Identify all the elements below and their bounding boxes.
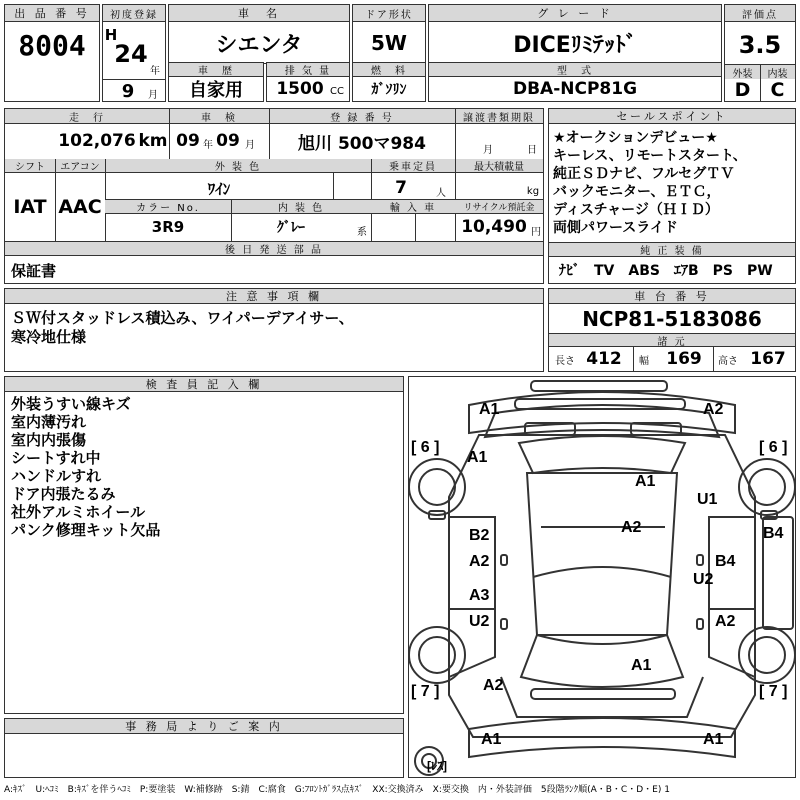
- int-score-value: C: [770, 79, 785, 101]
- door-label: ドア形状: [353, 5, 425, 22]
- office-label: 事 務 局 よ り ご 案 内: [5, 719, 403, 734]
- aircon-label: エアコン: [55, 159, 105, 173]
- int-score-label: 内装: [760, 65, 795, 79]
- score-value: 3.5: [738, 31, 782, 59]
- history-label: 車 歴: [169, 63, 263, 77]
- notes-box: [4, 288, 544, 372]
- height-label: 高さ: [718, 355, 738, 367]
- grade-label: グ レ ー ド: [429, 5, 721, 22]
- sales-point-line: キーレス、リモートスタート、: [553, 148, 747, 164]
- ext-score-value: D: [734, 79, 751, 101]
- damage-mark: U1: [697, 491, 718, 508]
- length-value: 412: [586, 349, 622, 369]
- notes-label: 注 意 事 項 欄: [5, 289, 543, 304]
- inspector-label: 検 査 員 記 入 欄: [5, 377, 403, 392]
- chassis-box: [548, 288, 796, 372]
- fuel-label: 燃 料: [353, 63, 425, 77]
- sales-point-box: [548, 108, 796, 284]
- score-label: 評価点: [725, 5, 795, 22]
- vehicle-info-box: [4, 108, 544, 284]
- equipment-label: 純 正 装 備: [549, 243, 795, 257]
- sales-point-line: ★オークションデビュー★: [553, 130, 718, 146]
- chassis-label: 車 台 番 号: [549, 289, 795, 304]
- car-diagram-box: [408, 376, 796, 778]
- sales-point-list: [553, 129, 747, 237]
- color-no-label: カラー No.: [105, 200, 231, 214]
- inspector-line: シートすれ中: [11, 449, 101, 467]
- inspection-label: 車 検: [169, 109, 269, 124]
- damage-mark: A2: [715, 613, 736, 630]
- chassis-number: NCP81-5183086: [582, 307, 762, 331]
- inspector-list: [11, 395, 160, 539]
- first-reg-box: [102, 4, 166, 102]
- damage-mark: B4: [763, 525, 784, 542]
- inspection-year-unit: 年: [203, 139, 213, 151]
- width-value: 169: [666, 349, 702, 369]
- car-outline: [409, 377, 797, 779]
- damage-mark: A1: [703, 731, 724, 748]
- inspector-box: [4, 376, 404, 714]
- inspection-month-unit: 月: [245, 139, 255, 151]
- registration-label: 登 録 番 号: [269, 109, 455, 124]
- score-box: [724, 4, 796, 102]
- history-box: [168, 62, 264, 102]
- transfer-day-unit: 日: [527, 144, 537, 156]
- int-color-label: 内 装 色: [231, 200, 371, 214]
- displacement-box: [266, 62, 350, 102]
- max-load-label: 最大積載量: [455, 159, 543, 173]
- damage-mark: A2: [703, 401, 724, 418]
- legend-text: A:ｷｽﾞ U:ﾍｺﾐ B:ｷｽﾞを伴うﾍｺﾐ P:要塗装 W:補修跡 S:錆 C:腐食 G:ﾌﾛﾝﾄｶﾞﾗｽ点ｷｽﾞ XX:交換済み X:要交換 内・外装評価 5段階ﾗﾝｸ順(A・B・C・D・E) 1: [4, 785, 670, 795]
- color-no-value: 3R9: [151, 218, 185, 236]
- car-name-box: [168, 4, 350, 64]
- inspector-line: パンク修理キット欠品: [11, 521, 161, 539]
- tire-fl-label: [ 6 ]: [411, 439, 440, 456]
- sales-point-label: セールスポイント: [549, 109, 795, 124]
- history-value: 自家用: [189, 80, 243, 101]
- notes-line: ＳＷ付スタッドレス積込み、ワイパーデアイサー、: [11, 309, 354, 327]
- door-box: [352, 4, 426, 64]
- first-reg-month: 9: [121, 80, 135, 102]
- damage-mark: A1: [479, 401, 500, 418]
- first-reg-era: H: [104, 26, 118, 44]
- spare-label: [ﾚｽ]: [427, 759, 447, 773]
- sales-point-line: バックモニター、ＥＴＣ，: [553, 184, 721, 200]
- inspector-line: ハンドルすれ: [11, 467, 102, 485]
- damage-mark: B2: [469, 527, 490, 544]
- int-color-value: ｸﾞﾚｰ: [277, 220, 305, 236]
- transfer-label: 譲渡書類期限: [455, 109, 543, 124]
- registration-value: 旭川 500マ984: [298, 133, 426, 154]
- sales-point-line: ディスチャージ（ＨＩＤ）: [553, 202, 719, 218]
- max-load-unit: kg: [526, 185, 540, 197]
- damage-mark: U2: [693, 571, 714, 588]
- car-name-label: 車 名: [169, 5, 349, 22]
- notes-text: [11, 309, 354, 347]
- first-reg-label: 初度登録: [103, 5, 165, 22]
- damage-mark: A1: [467, 449, 488, 466]
- later-parts-value: 保証書: [11, 261, 57, 280]
- transfer-month-unit: 月: [483, 144, 493, 156]
- tire-fr-label: [ 6 ]: [759, 439, 788, 456]
- inspector-line: 室内薄汚れ: [11, 413, 87, 431]
- model-label: 型 式: [429, 63, 721, 77]
- ext-color-label: 外 装 色: [105, 159, 371, 173]
- capacity-label: 乗車定員: [371, 159, 455, 173]
- first-reg-year: 24: [114, 40, 148, 68]
- car-name: シエンタ: [215, 32, 303, 58]
- damage-mark: B4: [715, 553, 736, 570]
- damage-mark: A1: [631, 657, 652, 674]
- mileage-label: 走 行: [5, 109, 169, 124]
- inspector-line: 外装うすい線キズ: [11, 395, 131, 413]
- inspection-year: 09: [176, 131, 200, 151]
- ext-score-label: 外装: [725, 65, 760, 79]
- capacity-value: 7: [395, 178, 407, 198]
- mileage-unit: km: [138, 131, 168, 151]
- damage-mark: A1: [481, 731, 502, 748]
- later-parts-label: 後 日 発 送 部 品: [5, 242, 543, 256]
- lot-box: [4, 4, 100, 102]
- notes-line: 寒冷地仕様: [11, 328, 87, 346]
- import-label: 輸 入 車: [371, 200, 455, 214]
- damage-mark: U2: [469, 613, 490, 630]
- recycle-value: 10,490: [461, 217, 527, 237]
- specs-label: 諸 元: [549, 334, 795, 347]
- damage-mark: A2: [621, 519, 642, 536]
- grade-box: [428, 4, 722, 64]
- lot-number: 8004: [18, 28, 86, 62]
- model-box: [428, 62, 722, 102]
- width-label: 幅: [639, 355, 649, 367]
- fuel-value: ｶﾞｿﾘﾝ: [371, 82, 407, 98]
- damage-mark: A2: [483, 677, 504, 694]
- damage-mark: A1: [635, 473, 656, 490]
- grade-value: DICEﾘﾐﾃｯﾄﾞ: [513, 32, 637, 58]
- model-value: DBA-NCP81G: [512, 79, 638, 99]
- sales-point-line: 純正ＳＤナビ、フルセグＴＶ: [553, 166, 735, 182]
- door-type: 5W: [371, 31, 407, 55]
- recycle-label: リサイクル預託金: [455, 200, 543, 214]
- shift-label: シフト: [5, 159, 55, 173]
- displacement-unit: CC: [330, 85, 344, 97]
- length-label: 長さ: [555, 355, 575, 367]
- displacement-value: 1500: [276, 79, 324, 99]
- capacity-unit: 人: [436, 187, 446, 199]
- inspector-line: 室内内張傷: [11, 431, 87, 449]
- first-reg-month-unit: 月: [148, 89, 158, 101]
- int-color-unit: 系: [357, 226, 367, 238]
- displacement-label: 排 気 量: [267, 63, 349, 77]
- height-value: 167: [750, 349, 786, 369]
- lot-label: 出 品 番 号: [5, 5, 99, 22]
- damage-mark: A3: [469, 587, 490, 604]
- tire-rl-label: [ 7 ]: [411, 683, 440, 700]
- sales-point-line: 両側パワースライド: [553, 220, 678, 236]
- first-reg-year-unit: 年: [150, 65, 160, 77]
- recycle-unit: 円: [531, 226, 541, 238]
- inspector-line: ドア内張たるみ: [11, 485, 116, 503]
- equipment-value: ﾅﾋﾞ TV ABS ｴｱB PS PW: [559, 263, 773, 279]
- office-box: [4, 718, 404, 778]
- shift-value: IAT: [13, 196, 47, 218]
- tire-rr-label: [ 7 ]: [759, 683, 788, 700]
- damage-mark: A2: [469, 553, 490, 570]
- ext-color-value: ﾜｲﾝ: [207, 179, 231, 198]
- inspection-month: 09: [216, 131, 240, 151]
- aircon-value: AAC: [58, 196, 102, 218]
- fuel-box: [352, 62, 426, 102]
- mileage-value: 102,076: [58, 131, 136, 151]
- inspector-line: 社外アルミホイール: [11, 503, 146, 521]
